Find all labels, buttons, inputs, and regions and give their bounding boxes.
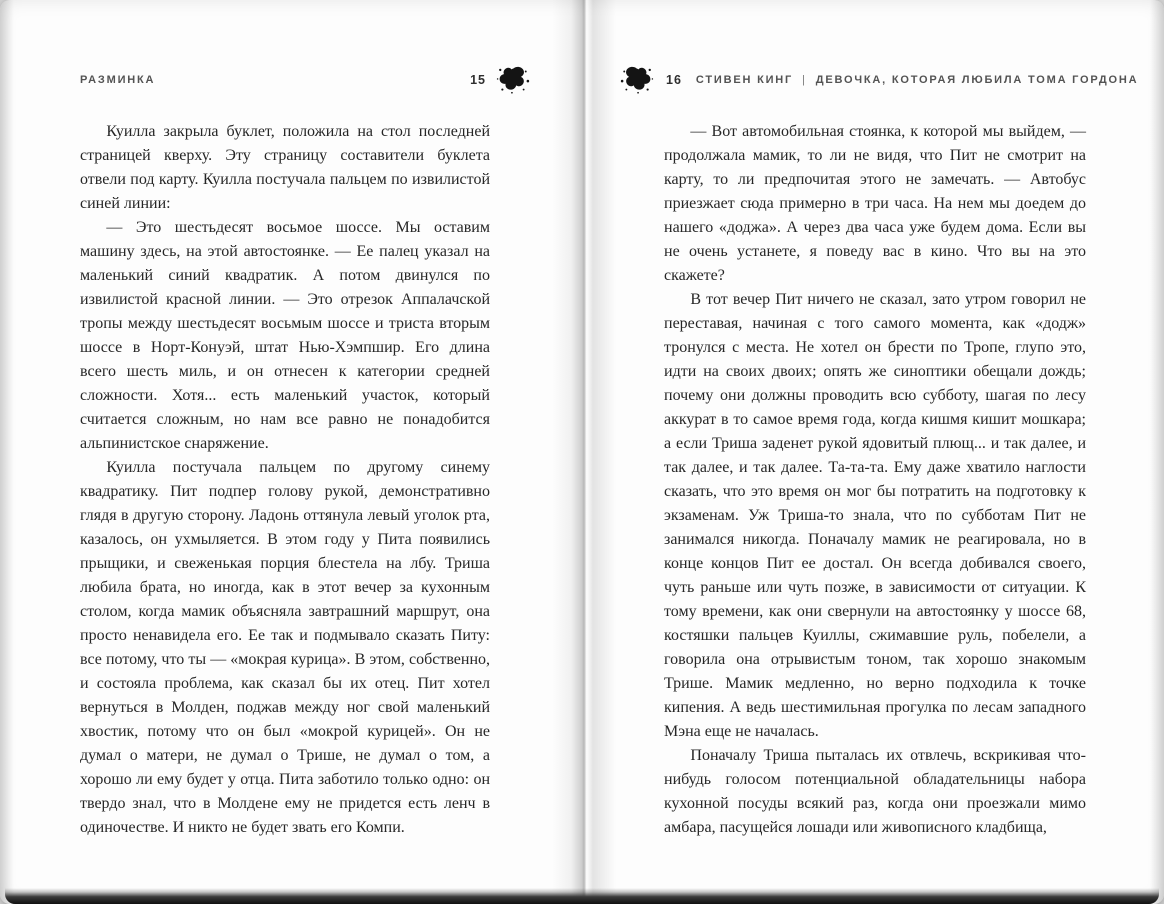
author-name: СТИВЕН КИНГ [695, 74, 794, 86]
right-page-text [664, 120, 1086, 840]
right-page [578, 0, 1164, 904]
left-running-head [80, 66, 490, 94]
header-separator: | [802, 74, 807, 86]
left-page-text [80, 120, 490, 840]
paragraph: В тот вечер Пит ничего не сказал, зато утром говорил не переставая, начиная с того самого момента, как «додж» тронулся с места. Не хотел он брести по Тропе, глупо это, идти на своих двоих; опять же синоптики обещали дождь; почему они должны проводить всю субботу, шагая по лесу аккурат в то самое время года, когда кишмя кишит мошкара; а если Триша заденет рукой ядовитый плющ... и так далее, и так далее, и так далее. Та-та-та. Ему даже хватило наглости сказать, что это время он мог бы потратить на подготовку к экзаменам. Уж Триша-то знала, что по субботам Пит не занимался никогда. Поначалу мамик не реагировала, но в конце концов Пит ее достал. Он всегда добивался своего, чуть раньше или чуть позже, в зависимости от ситуации. К тому времени, как они свернули на автостоянку у шоссе 68, костяшки пальцев Куиллы, сжимавшие руль, побелели, а говорила она отрывистым тоном, так хорошо знакомым Трише. Мамик медленно, но верно подходила к точке кипения. А ведь шестимильная прогулка по лесам западного Мэна еще не началась. [664, 291, 1086, 740]
ink-splat-icon [496, 65, 530, 95]
page-number-left: 15 [470, 73, 486, 87]
page-number-right: 16 [666, 73, 682, 87]
ink-splat-icon [620, 65, 654, 95]
paragraph: Куилла закрыла буклет, положила на стол последней страницей кверху. Эту страницу составители буклета отвели под карту. Куилла постучала пальцем по извилистой синей линии: [80, 123, 490, 212]
right-running-head [664, 66, 1139, 94]
paragraph: Куилла постучала пальцем по другому синему квадратику. Пит подпер голову рукой, демонстративно глядя в другую сторону. Ладонь оттянула левый уголок рта, казалось, он ухмыляется. В этом году у Пита появились прыщики, и свеженькая порция блестела на лбу. Триша любила брата, но иногда, как в этот вечер за кухонным столом, когда мамик объясняла завтрашний маршрут, она просто ненавидела его. Ее так и подмывало сказать Питу: все потому, что ты — «мокрая курица». В этом, собственно, и состояла проблема, как сказал бы их отец. Пит хотел вернуться в Молден, поджав между ног свой маленький хвостик, потому что он был «мокрой курицей». Он не думал о матери, не думал о Трише, не думал о том, а хорошо ли ему будет у отца. Пита заботило только одно: он твердо знал, что в Молдене ему не придется есть ленч в одиночестве. И никто не будет звать его Компи. [80, 459, 490, 836]
paragraph: — Это шестьдесят восьмое шоссе. Мы оставим машину здесь, на этой автостоянке. — Ее палец указал на маленький синий квадратик. А потом двинулся по извилистой красной линии. — Это отрезок Аппалачской тропы между шестьдесят восьмым шоссе и триста вторым шоссе в Норт-Конуэй, штат Нью-Хэмпшир. Его длина всего шесть миль, и он отнесен к категории средней сложности. Хотя... есть маленький участок, который считается сложным, но нам все равно не понадобится альпинистское снаряжение. [80, 219, 490, 452]
chapter-title: РАЗМИНКА [80, 74, 156, 86]
paragraph: — Вот автомобильная стоянка, к которой мы выйдем, — продолжала мамик, то ли не видя, что Пит не смотрит на карту, то ли предпочитая этого не замечать. — Автобус приезжает сюда примерно в три часа. На нем мы доедем до нашего «доджа». А через два часа уже будем дома. Если вы не очень устанете, я поведу вас в кино. Что вы на это скажете? [664, 123, 1086, 284]
paragraph: Поначалу Триша пыталась их отвлечь, вскрикивая что-нибудь голосом потенциальной обладательницы набора кухонной посуды всякий раз, когда они проезжали мимо амбара, пасущейся лошади или живописного кладбища, [664, 747, 1086, 836]
book-title: ДЕВОЧКА, КОТОРАЯ ЛЮБИЛА ТОМА ГОРДОНА [815, 74, 1139, 86]
left-page [0, 0, 578, 904]
